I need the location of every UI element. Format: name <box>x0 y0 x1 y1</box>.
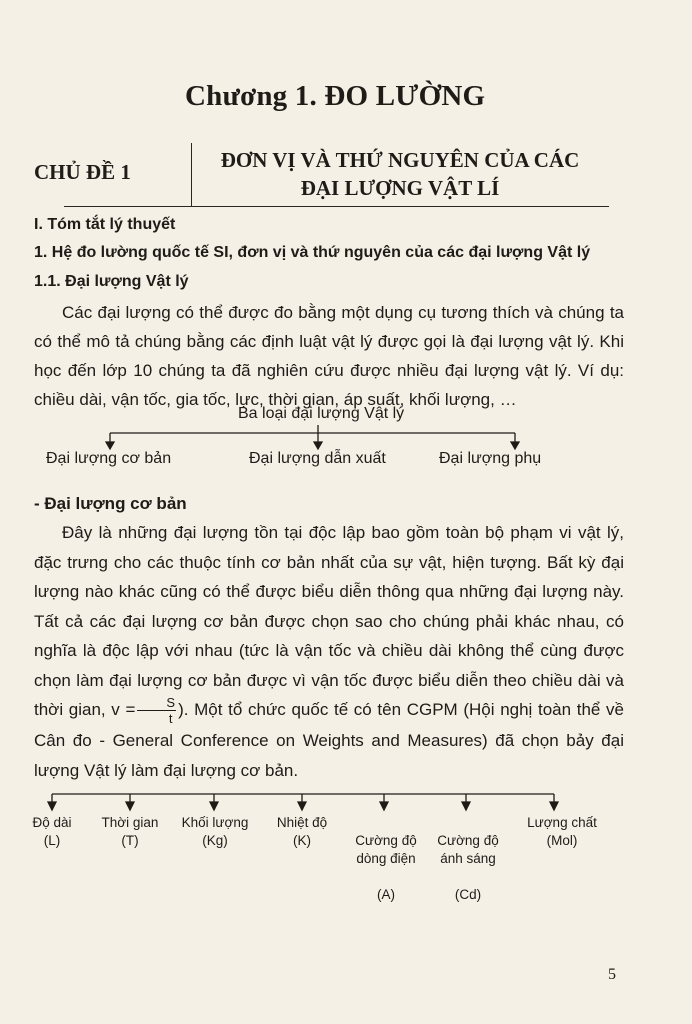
tree-arrow-supplementary <box>511 442 519 449</box>
quantity-symbol: (Mol) <box>546 833 578 848</box>
basic-quantities-heading: - Đại lượng cơ bản <box>34 494 187 513</box>
arrow-amount <box>550 802 558 810</box>
velocity-formula <box>111 695 194 727</box>
basic-text-part2: Một tổ chức quốc tế có tên CGPM (Hội nghị toàn thể về Cân đo - General Conference on Weights and Measures) đã chọn bảy đại lượng Vật lý làm đại lượng cơ bản. <box>34 700 624 780</box>
quantity-name: Khối lượng <box>181 815 249 830</box>
quantity-name: Nhiệt độ <box>276 815 328 830</box>
section-heading-quantities: 1.1. Đại lượng Vật lý <box>34 273 189 290</box>
topic-title-line2: ĐẠI LƯỢNG VẬT LÍ <box>300 176 500 200</box>
arrow-temperature <box>298 802 306 810</box>
chapter-title: Chương 1. ĐO LƯỜNG <box>185 80 486 112</box>
quantity-temperature <box>270 814 334 850</box>
intro-text: Các đại lượng có thể được đo bằng một dụng cụ tương thích và chúng ta có thể mô tả chúng bằng các định luật vật lý được gọi là đại lượng vật lý. Khi học đến lớp 10 chúng ta đã nghiên cứu được nhiều đại lượng vật lý. Ví dụ: chiều dài, vận tốc, gia tốc, lực, thời gian, áp suất, khối lượng, … <box>34 303 624 409</box>
quantity-name: Cường độ ánh sáng <box>437 833 499 866</box>
formula-lhs: v = <box>111 700 136 719</box>
quantity-time <box>97 814 163 850</box>
quantity-symbol: (K) <box>293 833 311 848</box>
tree-root-label: Ba loại đại lượng Vật lý <box>238 405 405 422</box>
formula-fraction <box>137 695 176 726</box>
formula-close: ). <box>178 700 189 719</box>
quantity-symbol: (T) <box>121 833 139 848</box>
section-heading-theory: I. Tóm tắt lý thuyết <box>34 216 176 233</box>
quantity-name: Thời gian <box>101 815 159 830</box>
formula-numerator: S <box>137 695 176 711</box>
quantity-current <box>340 814 432 922</box>
page-number: 5 <box>608 966 616 983</box>
arrow-length <box>48 802 56 810</box>
tree-arrow-derived <box>314 442 322 449</box>
basic-paragraph <box>34 518 624 785</box>
quantity-luminous <box>432 814 504 922</box>
quantity-symbol: (L) <box>43 833 61 848</box>
tree-child-derived: Đại lượng dẫn xuất <box>249 450 386 467</box>
quantity-length <box>22 814 82 850</box>
arrow-time <box>126 802 134 810</box>
quantity-symbol: (Kg) <box>202 833 228 848</box>
tree-child-supplementary: Đại lượng phụ <box>439 450 542 467</box>
tree-arrow-basic <box>106 442 114 449</box>
topic-label: CHỦ ĐỀ 1 <box>34 160 131 184</box>
basic-text <box>34 518 624 785</box>
quantity-name: Lượng chất <box>527 815 597 830</box>
quantity-symbol: (A) <box>377 887 395 902</box>
arrow-mass <box>210 802 218 810</box>
basic-text-part1: Đây là những đại lượng tồn tại độc lập bao gồm toàn bộ phạm vi vật lý, đặc trưng cho các thuộc tính cơ bản nhất của sự vật, hiện tượng. Bất kỳ đại lượng nào khác cũng có thể được biểu diễn thông qua những đại lượng này. Tất cả các đại lượng cơ bản được chọn sao cho chúng phải khác nhau, có nghĩa là độc lập với nhau (tức là vận tốc và chiều dài không thể cùng được chọn làm đại lượng cơ bản được vì vận tốc được biểu diễn theo chiều dài và thời gian, <box>34 523 624 719</box>
quantity-mass <box>176 814 254 850</box>
quantity-name: Cường độ dòng điện <box>355 833 417 866</box>
quantity-amount <box>518 814 606 850</box>
section-heading-si: 1. Hệ đo lường quốc tế SI, đơn vị và thứ nguyên của các đại lượng Vật lý <box>34 244 591 261</box>
quantity-symbol: (Cd) <box>454 887 482 902</box>
topic-title-line1: ĐƠN VỊ VÀ THỨ NGUYÊN CỦA CÁC <box>220 148 580 172</box>
quantity-name: Độ dài <box>32 815 72 830</box>
formula-denominator: t <box>168 711 173 727</box>
tree-child-basic: Đại lượng cơ bản <box>46 450 172 467</box>
arrow-luminous <box>462 802 470 810</box>
arrow-current <box>380 802 388 810</box>
